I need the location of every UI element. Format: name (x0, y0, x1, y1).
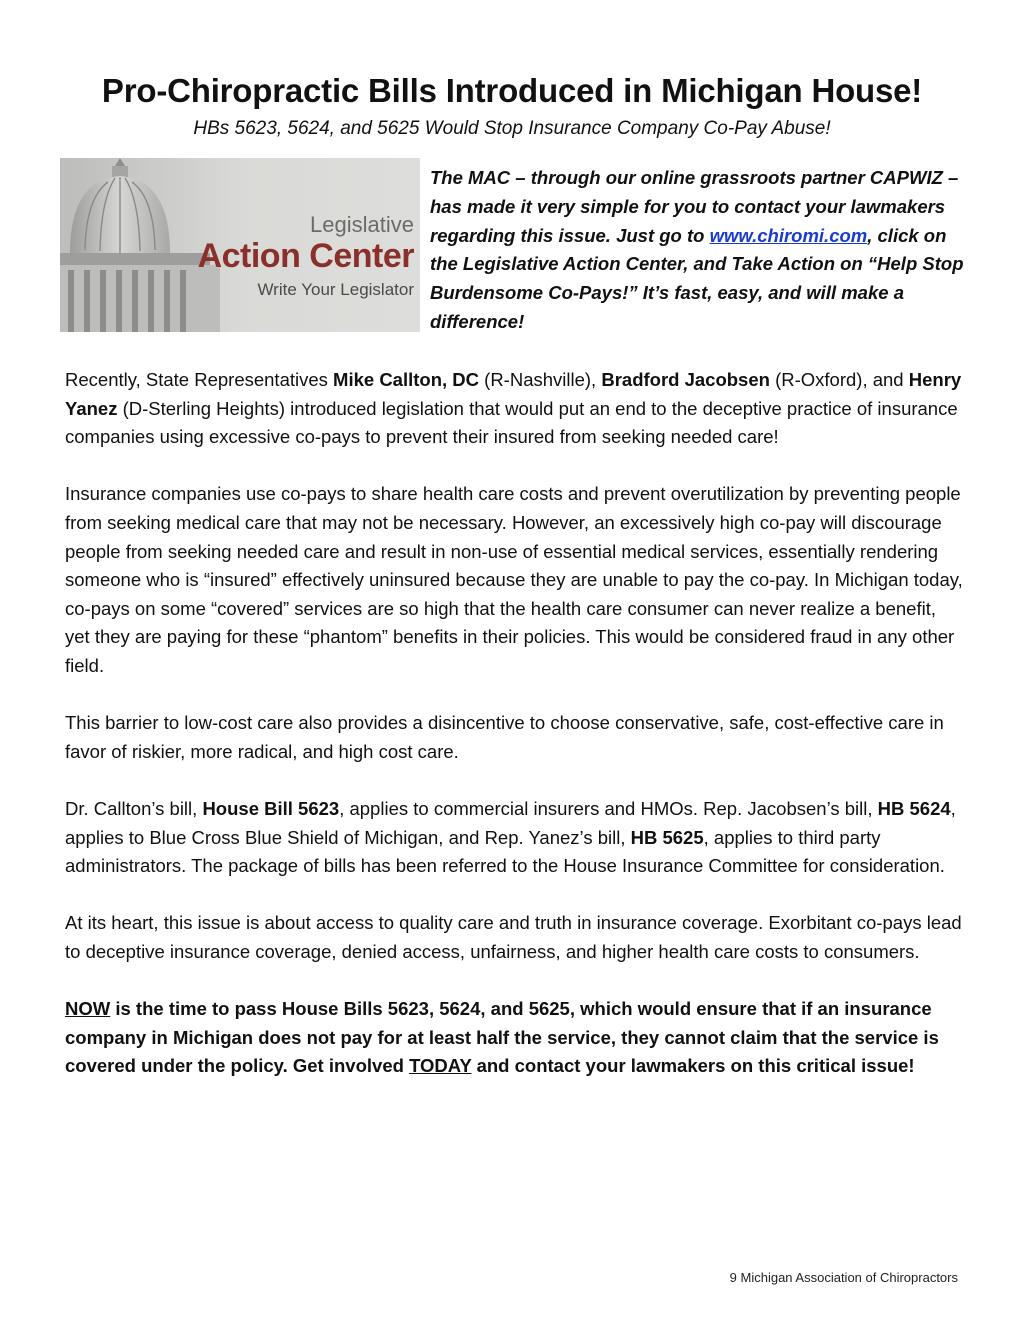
paragraph-bills: Dr. Callton’s bill, House Bill 5623, applies to commercial insurers and HMOs. Rep. Jacobsen’s bill, HB 5624, applies to Blue Cross Blue Shield of Michigan, and Rep. Yanez’s bill, HB 5625, applies to third party administrators. The package of bills has been referred to the House Insurance Committee for consideration. (65, 797, 956, 877)
page-footer (730, 1270, 958, 1285)
chiromi-link[interactable]: www.chiromi.com (709, 224, 868, 246)
sponsor-callton: Mike Callton, DC (333, 369, 480, 390)
paragraph-sponsors: Recently, State Representatives Mike Callton, DC (R-Nashville), Bradford Jacobsen (R-Oxford), and Henry Yanez (D-Sterling Heights) introduced legislation that would put an end to the deceptive practice of insurance companies using excessive co-pays to prevent their insured from seeking needed care! (65, 369, 962, 448)
paragraph-copays: Insurance companies use co-pays to share health care costs and prevent overutilization by preventing people from seeking medical care that may not be necessary. However, an excessively high co-pay will discourage people from seeking needed care and result in non-use of essential medical services, essentially rendering someone who is “insured” effectively uninsured because they are unable to pay the co-pay. In Michigan today, co-pays on some “covered” services are so high that the health care consumer can never realize a benefit, yet they are paying for these “phantom” benefits in their policies. This would be considered fraud in any other field. (65, 483, 963, 676)
banner-line-legislative: Legislative (310, 212, 414, 237)
sponsor-yanez: Henry Yanez (65, 369, 962, 419)
sponsor-jacobsen: Bradford Jacobsen (601, 369, 770, 390)
today-emphasis: TODAY (409, 1055, 472, 1077)
page-title: Pro-Chiropractic Bills Introduced in Michigan House! (101, 72, 923, 109)
banner-line-write-legislator: Write Your Legislator (257, 280, 414, 299)
banner-line-action-center: Action Center (197, 237, 414, 275)
legislative-action-center-banner[interactable] (60, 158, 420, 332)
bill-5625: HB 5625 (630, 826, 704, 848)
now-emphasis: NOW (65, 998, 111, 1020)
bill-5624: HB 5624 (877, 797, 951, 819)
paragraph-barrier: This barrier to low-cost care also provides a disincentive to choose conservative, safe, cost-effective care in favor of riskier, more radical, and high cost care. (65, 712, 944, 762)
page-number: 9 (729, 1270, 737, 1285)
paragraph-heart: At its heart, this issue is about access to quality care and truth in insurance coverage. Exorbitant co-pays lead to deceptive insurance coverage, denied access, unfairness, and higher health care costs to consumers. (65, 912, 962, 962)
page-subtitle: HBs 5623, 5624, and 5625 Would Stop Insurance Company Co-Pay Abuse! (193, 118, 831, 139)
bill-5623: House Bill 5623 (202, 797, 340, 819)
article-body (65, 366, 965, 1109)
paragraph-call-to-action: NOW is the time to pass House Bills 5623, 5624, and 5625, which would ensure that if an insurance company in Michigan does not pay for at least half the service, they cannot claim that the service is covered under the policy. Get involved TODAY and contact your lawmakers on this critical issue! (65, 998, 939, 1077)
footer-org: Michigan Association of Chiropractors (740, 1270, 958, 1285)
callout-text: The MAC – through our online grassroots partner CAPWIZ – has made it very simple for you to contact your lawmakers regarding this issue. Just go to www.chiromi.com, click on the Legislative Action Center, and Take Action on “Help Stop Burdensome Co-Pays!” It’s fast, easy, and will make a difference! (430, 167, 964, 332)
